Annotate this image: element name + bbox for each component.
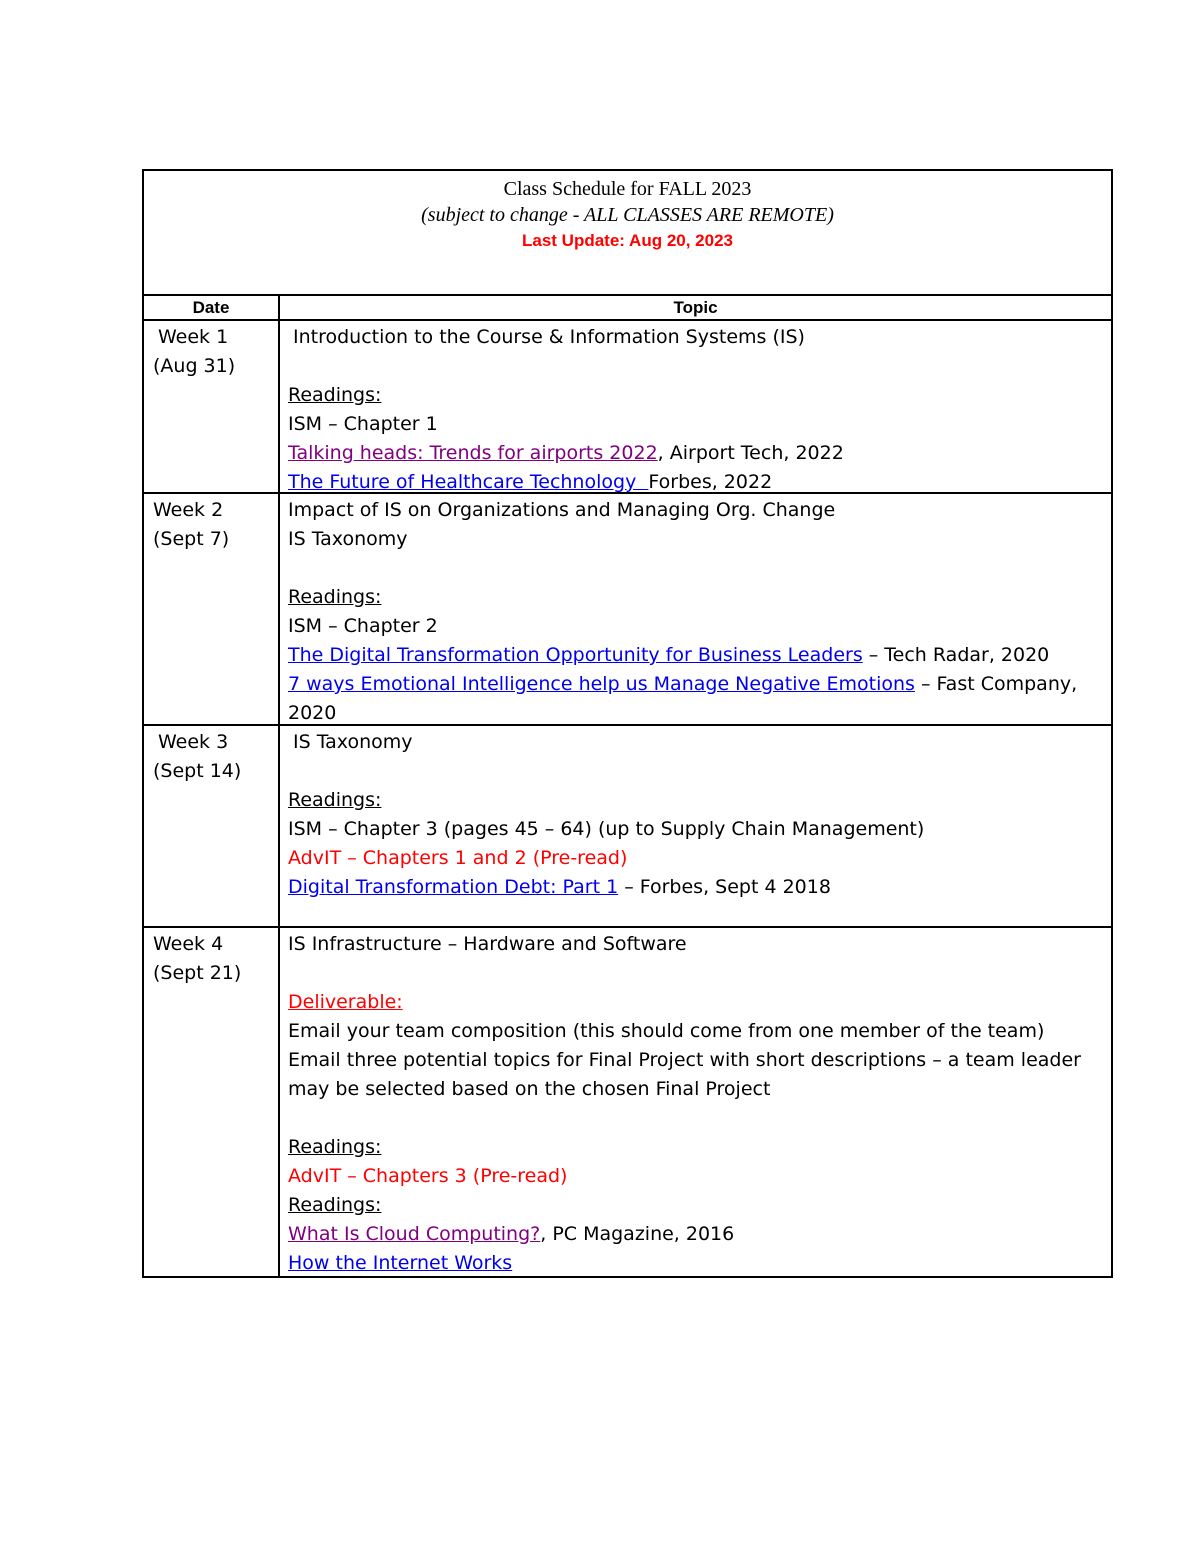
week-date: (Sept 21) (153, 962, 242, 984)
deliverable-item: Email three potential topics for Final Project with short descriptions – a team leader may be selected based on the chosen Final Project (288, 1049, 1081, 1100)
week-topic: IS Infrastructure – Hardware and Software (288, 933, 687, 955)
reading-source: Forbes, 2022 (648, 471, 773, 493)
week-topic: IS Taxonomy (293, 731, 413, 753)
reading-source: – Forbes, Sept 4 2018 (618, 876, 831, 898)
reading-chapter: ISM – Chapter 1 (288, 413, 438, 435)
week-label: Week 2 (153, 499, 224, 521)
week-date: (Sept 14) (153, 760, 242, 782)
reading-link[interactable]: What Is Cloud Computing? (288, 1223, 541, 1245)
last-update: Last Update: Aug 20, 2023 (522, 231, 733, 250)
reading-source: , Airport Tech, 2022 (657, 442, 844, 464)
week-3-date-cell (144, 726, 280, 926)
week-label: Week 1 (158, 326, 229, 348)
reading-source-year: 2020 (288, 702, 337, 724)
readings-label: Readings: (288, 384, 382, 406)
reading-link[interactable]: The Future of Healthcare Technology (288, 471, 649, 493)
readings-label: Readings: (288, 1136, 382, 1158)
week-4-date-cell (144, 928, 280, 1276)
week-label: Week 4 (153, 933, 224, 955)
column-header-date: Date (144, 296, 280, 319)
week-3-topic-cell (280, 726, 1111, 926)
readings-label: Readings: (288, 1194, 382, 1216)
table-row-week-1 (144, 321, 1111, 494)
week-1-topic-cell (280, 321, 1111, 492)
column-header-topic: Topic (673, 298, 718, 317)
table-row-week-3 (144, 726, 1111, 928)
reading-link[interactable]: Digital Transformation Debt: Part 1 (288, 876, 619, 898)
schedule-header (144, 171, 1111, 296)
week-1-date-cell (144, 321, 280, 492)
reading-link[interactable]: How the Internet Works (288, 1252, 513, 1274)
week-topic: Introduction to the Course & Information Systems (IS) (293, 326, 805, 348)
reading-link[interactable]: The Digital Transformation Opportunity for Business Leaders (288, 644, 863, 666)
reading-link[interactable]: Talking heads: Trends for airports 2022 (288, 442, 658, 464)
week-2-date-cell (144, 494, 280, 724)
advit-reading: AdvIT – Chapters 1 and 2 (Pre-read) (288, 847, 628, 869)
schedule-table (142, 169, 1113, 1278)
week-date: (Aug 31) (153, 355, 236, 377)
week-topic-secondary: IS Taxonomy (288, 528, 408, 550)
table-row-week-4 (144, 928, 1111, 1276)
column-header-row (144, 296, 1111, 321)
readings-label: Readings: (288, 789, 382, 811)
advit-reading: AdvIT – Chapters 3 (Pre-read) (288, 1165, 568, 1187)
reading-source: – Tech Radar, 2020 (862, 644, 1050, 666)
week-label: Week 3 (158, 731, 229, 753)
week-date: (Sept 7) (153, 528, 230, 550)
schedule-subtitle: (subject to change - ALL CLASSES ARE REMOTE) (421, 204, 834, 226)
reading-source: , PC Magazine, 2016 (540, 1223, 735, 1245)
deliverable-item: Email your team composition (this should come from one member of the team) (288, 1020, 1045, 1042)
readings-label: Readings: (288, 586, 382, 608)
reading-link[interactable]: 7 ways Emotional Intelligence help us Manage Negative Emotions (288, 673, 915, 695)
deliverable-label: Deliverable: (288, 991, 403, 1013)
table-row-week-2 (144, 494, 1111, 726)
week-4-topic-cell (280, 928, 1111, 1276)
reading-chapter: ISM – Chapter 2 (288, 615, 438, 637)
reading-chapter: ISM – Chapter 3 (pages 45 – 64) (up to Supply Chain Management) (288, 818, 925, 840)
week-topic: Impact of IS on Organizations and Managing Org. Change (288, 499, 836, 521)
schedule-title: Class Schedule for FALL 2023 (503, 178, 752, 200)
reading-source: – Fast Company, (914, 673, 1078, 695)
week-2-topic-cell (280, 494, 1111, 724)
